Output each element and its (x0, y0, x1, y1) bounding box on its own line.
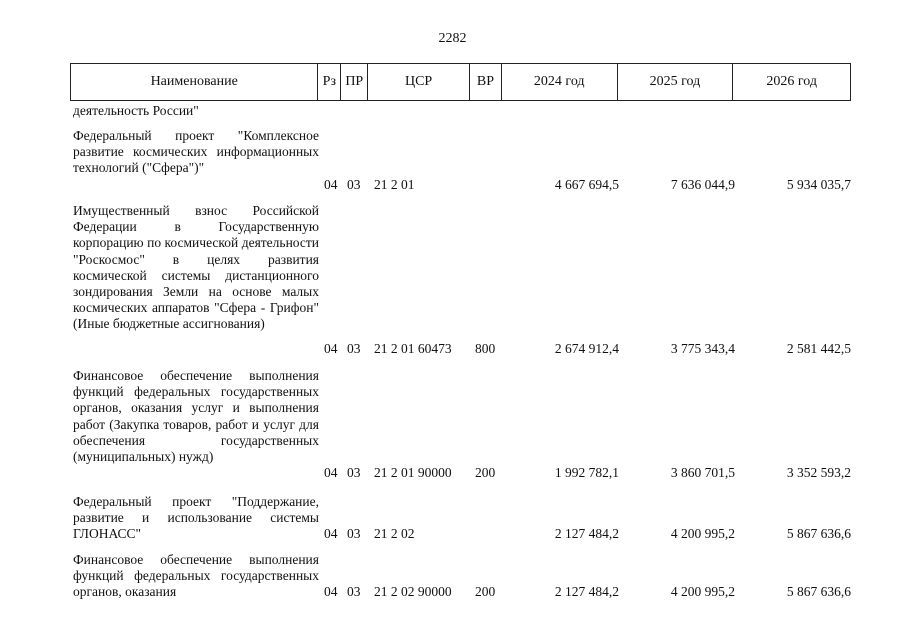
row-vr: 800 (475, 340, 496, 356)
row-rz: 04 (324, 465, 338, 481)
row-2025: 3 775 343,4 (670, 340, 735, 356)
header-2024: 2024 год (502, 64, 618, 100)
row-name: Имущественный взнос Российской Федерации в Государственную корпорацию по космической деятельности "Роскосмос" в целях развития космической системы дистанционного зондирования Земли на основе малых космических аппаратов "Сфера - Грифон" (Иные бюджетные ассигнования) (73, 203, 319, 332)
row-name: Финансовое обеспечение выполнения функций федеральных государственных органов, оказания услуг и выполнения работ (Закупка товаров, работ и услуг для обеспечения государственных (муниципальных) нужд) (73, 368, 319, 465)
row-2026: 5 867 636,6 (786, 526, 851, 542)
row-2026: 3 352 593,2 (786, 465, 851, 481)
row-2026: 5 867 636,6 (786, 584, 851, 600)
row-2025: 4 200 995,2 (670, 526, 735, 542)
row-name: Федеральный проект "Комплексное развитие космических информационных технологий ("Сфера")" (73, 128, 319, 176)
row-csr: 21 2 01 90000 (374, 465, 452, 481)
row-pr: 03 (347, 465, 361, 481)
row-2025: 7 636 044,9 (670, 176, 735, 192)
row-2024: 4 667 694,5 (554, 176, 619, 192)
header-2026: 2026 год (766, 74, 817, 89)
row-2024: 1 992 782,1 (554, 465, 619, 481)
row-2026: 2 581 442,5 (786, 340, 851, 356)
header-csr: ЦСР (368, 64, 470, 100)
row-pr: 03 (347, 526, 361, 542)
header-rz: Рз (318, 64, 341, 100)
row-2024: 2 127 484,2 (554, 584, 619, 600)
row-csr: 21 2 02 90000 (374, 584, 452, 600)
header-pr: ПР (341, 64, 368, 100)
row-csr: 21 2 01 60473 (374, 340, 452, 356)
row-rz: 04 (324, 584, 338, 600)
row-name: Федеральный проект "Поддержание, развитие и использование системы ГЛОНАСС" (73, 494, 319, 542)
row-2024: 2 674 912,4 (554, 340, 619, 356)
row-csr: 21 2 02 (374, 526, 415, 542)
page-number: 2282 (438, 31, 467, 46)
row-2024: 2 127 484,2 (554, 526, 619, 542)
header-2025: 2025 год (618, 64, 734, 100)
row-2025: 4 200 995,2 (670, 584, 735, 600)
row-pr: 03 (347, 340, 361, 356)
row-rz: 04 (324, 176, 338, 192)
row-rz: 04 (324, 526, 338, 542)
header-vr: ВР (470, 64, 502, 100)
row-pr: 03 (347, 176, 361, 192)
header-name: Наименование (71, 64, 318, 100)
row-2026: 5 934 035,7 (786, 176, 851, 192)
table-header (70, 63, 851, 101)
row-vr: 200 (475, 465, 496, 481)
row-vr: 200 (475, 584, 496, 600)
row-name: деятельность России" (73, 103, 199, 118)
row-name: Финансовое обеспечение выполнения функций федеральных государственных органов, оказания (73, 552, 319, 600)
row-rz: 04 (324, 340, 338, 356)
row-csr: 21 2 01 (374, 176, 415, 192)
row-pr: 03 (347, 584, 361, 600)
row-2025: 3 860 701,5 (670, 465, 735, 481)
